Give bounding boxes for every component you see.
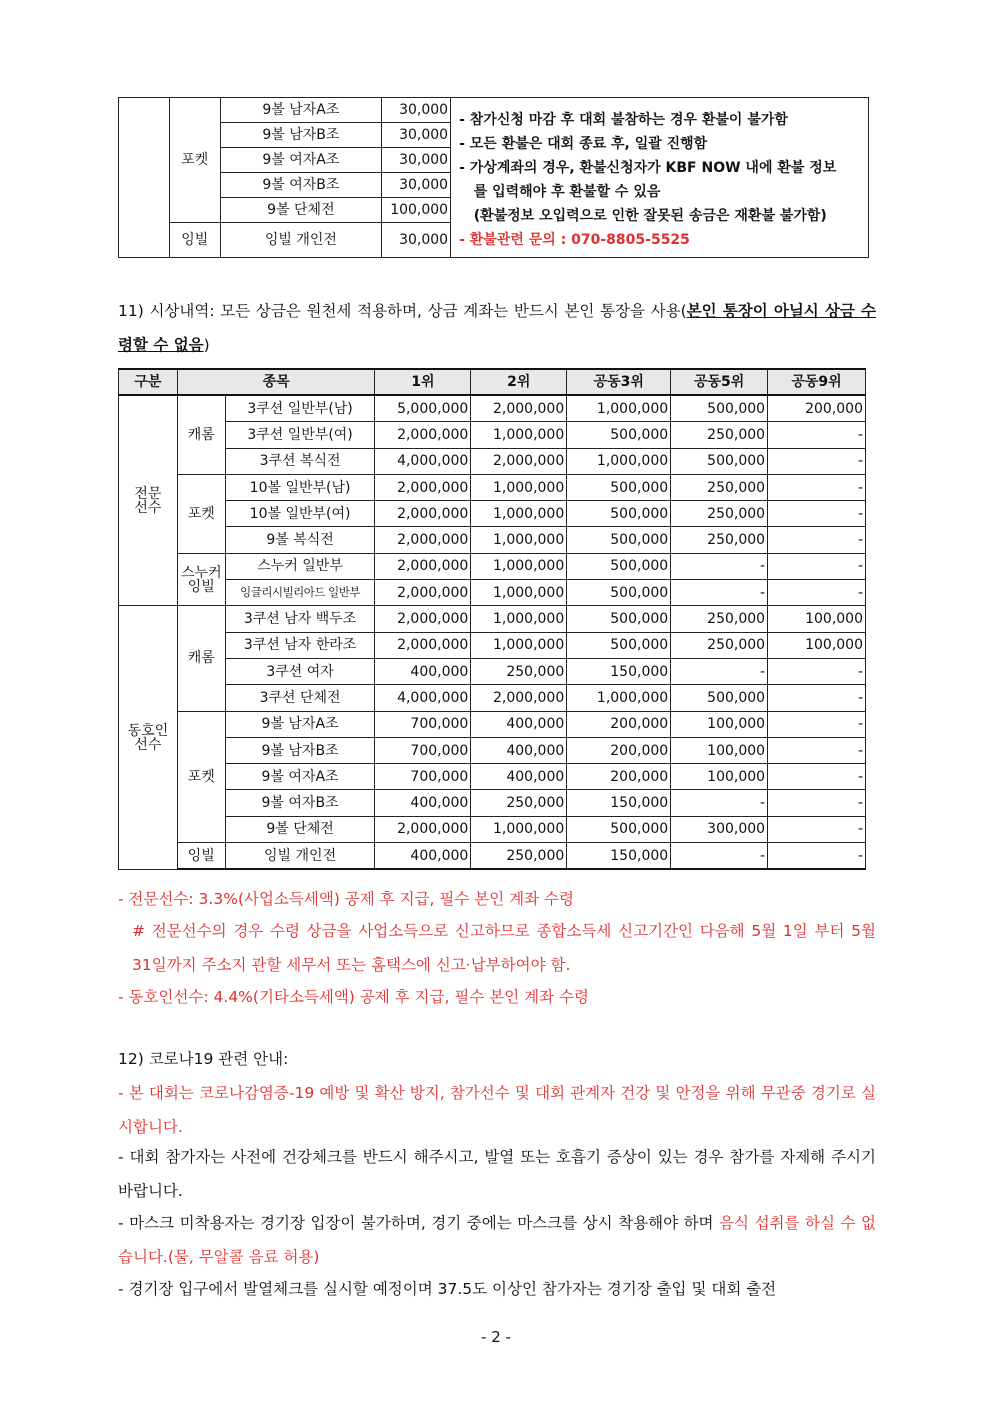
prize-amount: 400,000 [375,843,471,870]
prize-amount: - [768,553,866,579]
fee-event: 9볼 남자B조 [220,123,381,148]
prize-row [119,737,866,763]
prize-amount: 1,000,000 [567,395,671,422]
prize-amount: 1,000,000 [567,448,671,474]
prize-category: 포켓 [177,474,225,553]
header-event: 종목 [177,369,375,395]
prize-amount: 1,000,000 [471,606,567,632]
prize-amount: - [768,816,866,842]
prize-event: 9볼 남자A조 [225,711,375,737]
covid-paragraph-3a: - 마스크 미착용자는 경기장 입장이 불가하며, 경기 중에는 마스크를 상시 착용해야 하며 [118,1214,720,1232]
prize-amount: 2,000,000 [375,606,471,632]
tax-amateur-line: - 동호인선수: 4.4%(기타소득세액) 공제 후 지급, 필수 본인 계좌 수령 [118,988,589,1006]
prize-amount: 250,000 [471,658,567,684]
fee-blank-cell [119,98,170,258]
prize-table [118,368,866,870]
prize-event: 9볼 단체전 [225,816,375,842]
prize-amount: 500,000 [567,527,671,553]
prize-amount: 700,000 [375,764,471,790]
prize-amount: 2,000,000 [375,501,471,527]
prize-amount: 100,000 [671,711,768,737]
prize-amount: - [768,527,866,553]
header-rank: 공동3위 [567,369,671,395]
prize-category: 캐롬 [177,606,225,711]
header-rank: 2위 [471,369,567,395]
prize-division: 전문 선수 [119,395,178,606]
prize-row [119,395,866,422]
fee-amount: 100,000 [382,198,451,223]
prize-event: 3쿠션 복식전 [225,448,375,474]
prize-amount: 400,000 [471,711,567,737]
fee-amount: 30,000 [382,98,451,123]
refund-contact: - 환불관련 문의 : 070-8805-5525 [459,232,690,248]
prize-amount: - [768,501,866,527]
prize-event: 9볼 여자B조 [225,790,375,816]
prize-event: 스누커 일반부 [225,553,375,579]
prize-amount: - [768,843,866,870]
prize-amount: 2,000,000 [471,685,567,711]
prize-row [119,843,866,870]
prize-amount: 500,000 [567,632,671,658]
prize-amount: - [768,474,866,500]
prize-amount: - [768,790,866,816]
prize-event: 9볼 복식전 [225,527,375,553]
prize-amount: 250,000 [671,527,768,553]
prize-event: 3쿠션 남자 한라조 [225,632,375,658]
section-11-text: 11) 시상내역: 모든 상금은 원천세 적용하며, 상금 계좌는 반드시 본인 통장을 사용( [118,302,687,320]
fee-event: 9볼 여자A조 [220,148,381,173]
prize-amount: 1,000,000 [471,474,567,500]
prize-row [119,527,866,553]
prize-amount: 400,000 [471,764,567,790]
prize-amount: 500,000 [671,448,768,474]
prize-event: 10볼 일반부(여) [225,501,375,527]
section-11-underlined: 본인 통장이 아닐시 상금 수령할 수 없음 [118,302,876,354]
fee-amount: 30,000 [382,123,451,148]
prize-row [119,790,866,816]
covid-paragraph-2: - 대회 참가자는 사전에 건강체크를 반드시 해주시고, 발열 또는 호흡기 증상이 있는 경우 참가를 자제해 주시기 바랍니다. [118,1148,876,1200]
prize-amount: 400,000 [471,737,567,763]
covid-paragraph-3b: 음식 섭취를 하실 수 없습니다.(물, 무알콜 음료 허용) [118,1214,877,1266]
prize-event: 3쿠션 일반부(여) [225,422,375,448]
prize-amount: 250,000 [471,790,567,816]
prize-amount: 150,000 [567,843,671,870]
prize-row [119,448,866,474]
prize-amount: 1,000,000 [471,580,567,606]
prize-amount: 2,000,000 [375,816,471,842]
prize-amount: 500,000 [671,685,768,711]
refund-notes [451,98,869,258]
prize-amount: 400,000 [375,790,471,816]
refund-note-line: (환불정보 오입력으로 인한 잘못된 송금은 재환불 불가함) [459,208,827,224]
prize-amount: 2,000,000 [375,422,471,448]
prize-amount: 500,000 [567,501,671,527]
page-number: - 2 - [481,1328,511,1346]
prize-row [119,422,866,448]
refund-note-line: - 참가신청 마감 후 대회 불참하는 경우 환불이 불가함 [459,112,788,128]
prize-amount: - [671,580,768,606]
prize-amount: 2,000,000 [375,580,471,606]
prize-amount: 200,000 [768,395,866,422]
covid-paragraph-1: - 본 대회는 코로나감염증-19 예방 및 확산 방지, 참가선수 및 대회 관계자 건강 및 안정을 위해 무관중 경기로 실시합니다. [118,1084,876,1136]
prize-row [119,816,866,842]
prize-event: 잉글리시빌리아드 일반부 [225,580,375,606]
fee-row [119,98,869,123]
prize-amount: 500,000 [567,580,671,606]
prize-amount: 1,000,000 [567,685,671,711]
prize-row [119,606,866,632]
prize-amount: - [671,658,768,684]
prize-amount: 4,000,000 [375,685,471,711]
prize-amount: 1,000,000 [471,553,567,579]
prize-row [119,553,866,579]
tax-pro-line: - 전문선수: 3.3%(사업소득세액) 공제 후 지급, 필수 본인 계좌 수령 [118,890,574,908]
prize-category: 스누커 잉빌 [177,553,225,606]
fee-amount: 30,000 [382,173,451,198]
prize-row [119,501,866,527]
fee-event: 잉빌 개인전 [220,223,381,258]
prize-amount: 100,000 [768,632,866,658]
prize-amount: 5,000,000 [375,395,471,422]
prize-amount: - [671,553,768,579]
prize-event: 3쿠션 단체전 [225,685,375,711]
fee-event: 9볼 여자B조 [220,173,381,198]
prize-amount: 500,000 [567,606,671,632]
fee-event: 9볼 단체전 [220,198,381,223]
header-division: 구분 [119,369,178,395]
prize-amount: 2,000,000 [375,553,471,579]
prize-amount: 700,000 [375,711,471,737]
prize-amount: 100,000 [671,737,768,763]
prize-amount: 500,000 [567,553,671,579]
prize-amount: 200,000 [567,711,671,737]
covid-paragraph-4: - 경기장 입구에서 발열체크를 실시할 예정이며 37.5도 이상인 참가자는 경기장 출입 및 대회 출전 [118,1280,777,1298]
prize-amount: - [768,685,866,711]
prize-amount: 2,000,000 [375,527,471,553]
prize-amount: 2,000,000 [375,632,471,658]
prize-amount: 2,000,000 [471,395,567,422]
fee-amount: 30,000 [382,223,451,258]
prize-category: 포켓 [177,711,225,842]
fee-category: 잉빌 [169,223,220,258]
covid-paragraph-3 [118,1206,876,1274]
section-11-close: ) [203,336,210,354]
prize-amount: 1,000,000 [471,527,567,553]
section-12-title: 12) 코로나19 관련 안내: [118,1050,289,1068]
prize-amount: 100,000 [671,764,768,790]
prize-amount: 150,000 [567,790,671,816]
prize-category: 잉빌 [177,843,225,870]
prize-event: 3쿠션 남자 백두조 [225,606,375,632]
prize-amount: 500,000 [567,422,671,448]
prize-row [119,685,866,711]
prize-amount: 500,000 [567,474,671,500]
prize-amount: 500,000 [567,816,671,842]
prize-row [119,474,866,500]
prize-amount: 400,000 [375,658,471,684]
prize-row [119,580,866,606]
refund-note-line: - 가상계좌의 경우, 환불신청자가 KBF NOW 내에 환불 정보 [459,160,837,176]
prize-amount: - [768,580,866,606]
prize-amount: 500,000 [671,395,768,422]
prize-amount: - [768,737,866,763]
fee-amount: 30,000 [382,148,451,173]
prize-amount: - [768,764,866,790]
prize-event: 3쿠션 일반부(남) [225,395,375,422]
prize-amount: 250,000 [671,422,768,448]
prize-amount: 700,000 [375,737,471,763]
prize-amount: 1,000,000 [471,632,567,658]
prize-event: 잉빌 개인전 [225,843,375,870]
prize-amount: 1,000,000 [471,422,567,448]
prize-amount: - [671,843,768,870]
prize-amount: 250,000 [671,606,768,632]
prize-amount: 250,000 [671,501,768,527]
prize-division: 동호인 선수 [119,606,178,869]
header-rank: 공동5위 [671,369,768,395]
refund-note-line: - 모든 환불은 대회 종료 후, 일괄 진행함 [459,136,708,152]
prize-row [119,632,866,658]
prize-event: 10볼 일반부(남) [225,474,375,500]
prize-amount: 200,000 [567,764,671,790]
prize-amount: 2,000,000 [471,448,567,474]
prize-amount: 150,000 [567,658,671,684]
header-rank: 1위 [375,369,471,395]
prize-event: 9볼 여자A조 [225,764,375,790]
tax-pro-note: # 전문선수의 경우 수령 상금을 사업소득으로 신고하므로 종합소득세 신고기간인 다음해 5월 1일 부터 5월 31일까지 주소지 관할 세무서 또는 홈택스에 신고·납부하여야 함. [132,922,876,974]
prize-amount: - [671,790,768,816]
prize-amount: 250,000 [671,632,768,658]
prize-amount: - [768,422,866,448]
entry-fee-table [118,97,869,258]
section-11-prize-intro [118,294,876,362]
prize-category: 캐롬 [177,395,225,474]
header-rank: 공동9위 [768,369,866,395]
prize-amount: 4,000,000 [375,448,471,474]
prize-amount: - [768,658,866,684]
refund-note-line: 를 입력해야 후 환불할 수 있음 [459,184,661,200]
prize-event: 3쿠션 여자 [225,658,375,684]
prize-amount: - [768,711,866,737]
prize-amount: - [768,448,866,474]
prize-amount: 1,000,000 [471,501,567,527]
prize-row [119,764,866,790]
prize-row [119,658,866,684]
prize-amount: 2,000,000 [375,474,471,500]
prize-amount: 250,000 [471,843,567,870]
prize-event: 9볼 남자B조 [225,737,375,763]
fee-category: 포켓 [169,98,220,223]
prize-amount: 300,000 [671,816,768,842]
prize-amount: 1,000,000 [471,816,567,842]
prize-amount: 200,000 [567,737,671,763]
prize-row [119,711,866,737]
prize-amount: 250,000 [671,474,768,500]
fee-event: 9볼 남자A조 [220,98,381,123]
prize-amount: 100,000 [768,606,866,632]
